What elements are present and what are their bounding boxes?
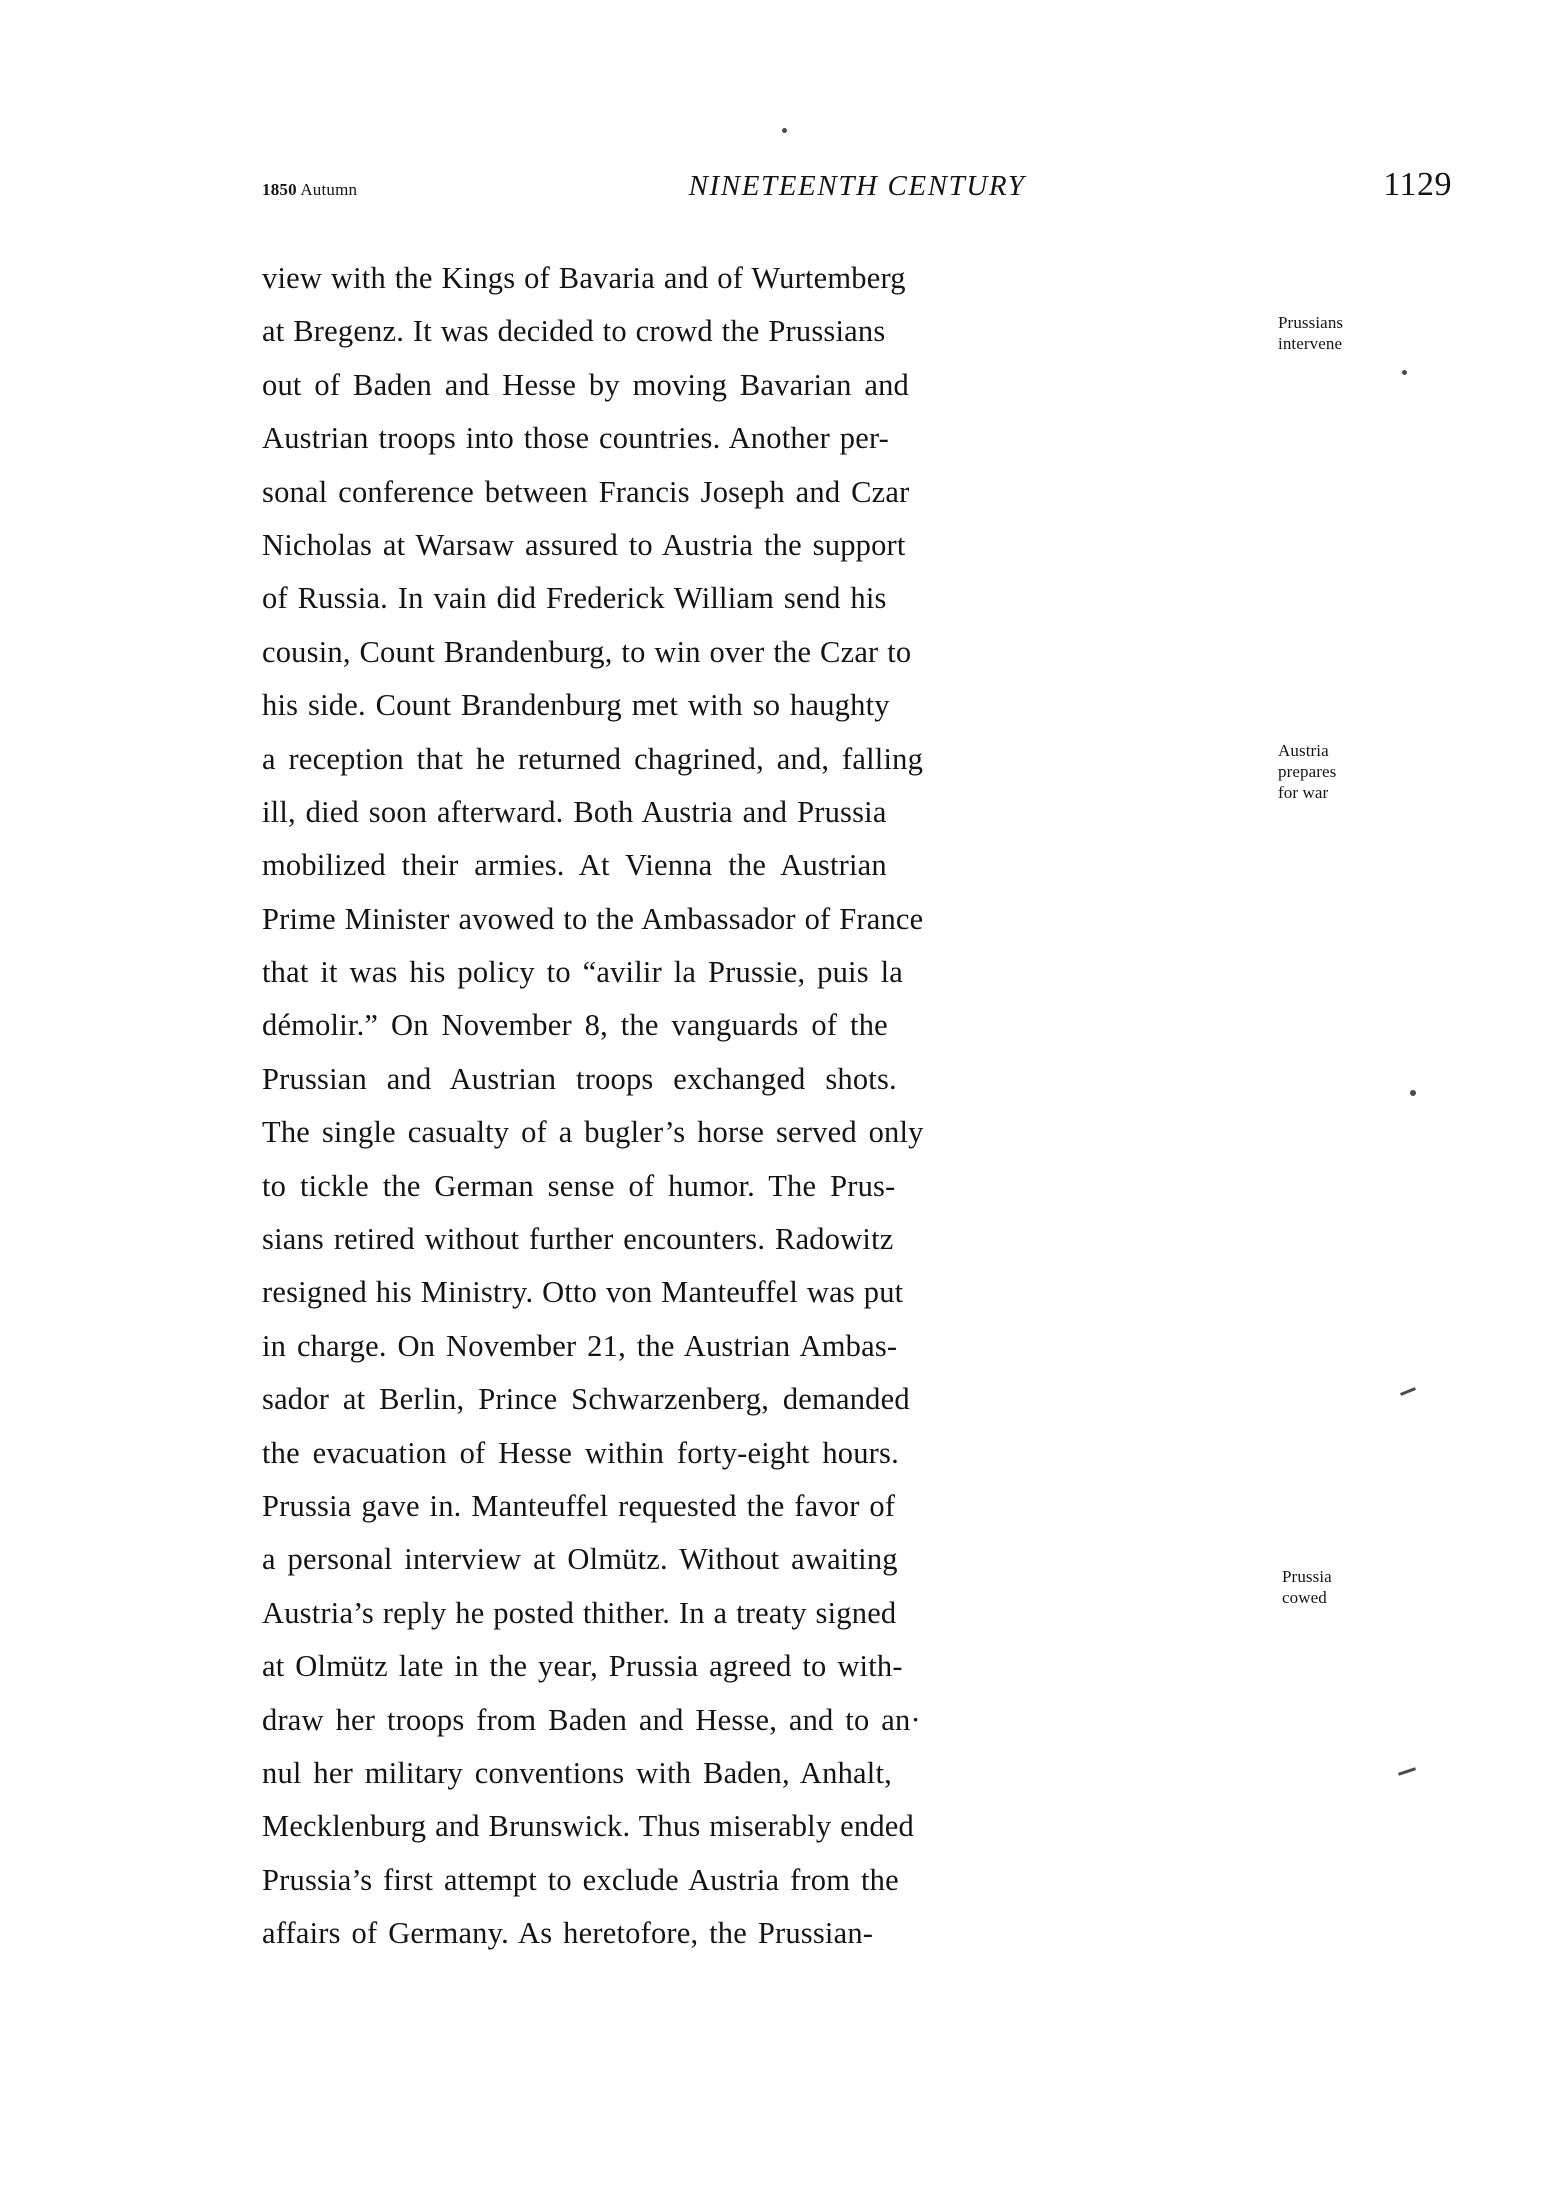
- stray-ink-mark-top: [782, 128, 787, 133]
- text-line: ill, died soon afterward. Both Austria and Prussia: [262, 794, 887, 829]
- text-line: his side. Count Brandenburg met with so haughty: [262, 688, 890, 723]
- text-line: Prussian and Austrian troops exchanged shots.: [262, 1061, 897, 1096]
- text-line: at Olmütz late in the year, Prussia agreed to with-: [262, 1649, 903, 1684]
- text-line: Austria’s reply he posted thither. In a treaty signed: [262, 1595, 897, 1630]
- sidenote-austria-prepares: [1278, 740, 1336, 803]
- text-line: Mecklenburg and Brunswick. Thus miserably ended: [262, 1809, 914, 1844]
- stray-ink-mark: [1410, 1090, 1416, 1096]
- sidenote-line: intervene: [1278, 334, 1343, 353]
- text-line: sians retired without further encounters. Radowitz: [262, 1222, 894, 1257]
- text-line: a personal interview at Olmütz. Without awaiting: [262, 1542, 898, 1577]
- running-title: NINETEENTH CENTURY: [688, 170, 1026, 202]
- page-number: 1129: [1383, 166, 1452, 203]
- sidenote-line: Prussia: [1282, 1567, 1332, 1586]
- text-line: Prime Minister avowed to the Ambassador of France: [262, 901, 924, 936]
- text-line: a reception that he returned chagrined, and, falling: [262, 741, 924, 776]
- text-line: view with the Kings of Bavaria and of Wurtemberg: [262, 261, 906, 295]
- text-line: Prussia gave in. Manteuffel requested the favor of: [262, 1488, 896, 1523]
- text-line: draw her troops from Baden and Hesse, and to an·: [262, 1702, 921, 1737]
- sidenote-prussians-intervene: [1278, 312, 1343, 354]
- text-line: sonal conference between Francis Joseph and Czar: [262, 474, 910, 509]
- stray-ink-mark: [1400, 1387, 1416, 1396]
- text-line: to tickle the German sense of humor. The Prus-: [262, 1168, 896, 1203]
- text-line: resigned his Ministry. Otto von Manteuffel was put: [262, 1275, 904, 1310]
- text-line: démolir.” On November 8, the vanguards of the: [262, 1008, 888, 1043]
- text-line: Nicholas at Warsaw assured to Austria the support: [262, 527, 906, 562]
- text-line: that it was his policy to “avilir la Prussie, puis la: [262, 955, 904, 990]
- page-header: [262, 166, 1452, 210]
- text-line: Prussia’s first attempt to exclude Austria from the: [262, 1862, 899, 1897]
- text-line: the evacuation of Hesse within forty-eight hours.: [262, 1435, 899, 1470]
- sidenote-line: for war: [1278, 783, 1329, 802]
- text-line: nul her military conventions with Baden, Anhalt,: [262, 1755, 892, 1790]
- header-season: Autumn: [300, 180, 358, 199]
- text-line: The single casualty of a bugler’s horse served only: [262, 1115, 924, 1150]
- text-line: of Russia. In vain did Frederick William send his: [262, 581, 887, 616]
- sidenote-line: prepares: [1278, 762, 1337, 781]
- sidenote-line: Prussians: [1278, 313, 1344, 332]
- stray-ink-mark: [1402, 370, 1407, 375]
- text-line: in charge. On November 21, the Austrian Ambas-: [262, 1328, 898, 1363]
- header-year: 1850: [262, 180, 297, 199]
- sidenote-line: Austria: [1278, 741, 1329, 760]
- stray-ink-mark: [1398, 1767, 1416, 1775]
- text-line: at Bregenz. It was decided to crowd the Prussians: [262, 314, 886, 349]
- text-line: Austrian troops into those countries. Another per-: [262, 421, 890, 456]
- text-line: cousin, Count Brandenburg, to win over the Czar to: [262, 634, 912, 669]
- body-text: [262, 252, 1272, 1961]
- text-line: affairs of Germany. As heretofore, the Prussian-: [262, 1916, 874, 1951]
- text-line: sador at Berlin, Prince Schwarzenberg, demanded: [262, 1382, 910, 1417]
- text-line: mobilized their armies. At Vienna the Austrian: [262, 848, 887, 883]
- text-line: out of Baden and Hesse by moving Bavarian and: [262, 367, 909, 402]
- sidenote-prussia-cowed: [1282, 1566, 1332, 1608]
- sidenote-line: cowed: [1282, 1588, 1327, 1607]
